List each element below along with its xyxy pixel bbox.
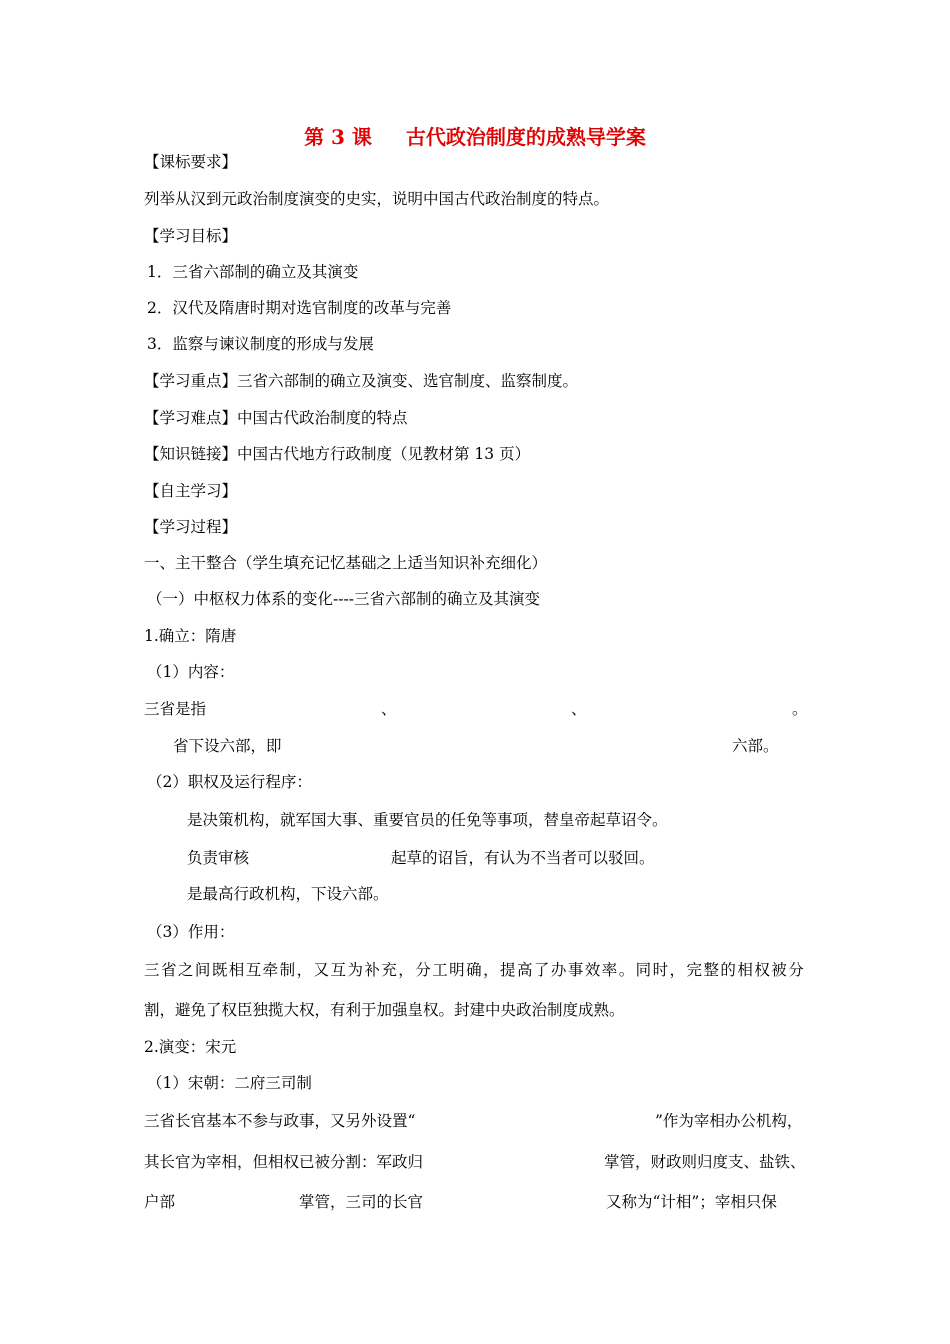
song-line-3-middle: 掌管，三司的长官 xyxy=(299,1193,424,1211)
effect-text-1: 三 省 之 间 既 相 互 牵 制 ， 又 互 为 补 充 ， 分 工 明 确 ， 提 高 了 办 事 效 率 。 同 时 ， 完 整 的 相 权 被 分 xyxy=(144,961,804,979)
subsection-1: （一）中枢权力体系的变化----三省六部制的确立及其演变 xyxy=(147,590,540,608)
six-ministries-end: 六部。 xyxy=(732,737,779,755)
content-heading: （1）内容： xyxy=(147,663,235,681)
goal-1: 1．三省六部制的确立及其演变 xyxy=(147,263,359,281)
duty-2-start: 负责审核 xyxy=(187,849,250,867)
song-dynasty: （1）宋朝：二府三司制 xyxy=(147,1074,312,1092)
six-ministries-label: 省下设六部，即 xyxy=(173,737,282,755)
three-provinces-label: 三省是指 xyxy=(144,700,207,718)
song-line-3-end: 又称为“计相”；宰相只保 xyxy=(606,1193,777,1211)
goal-3: 3．监察与谏议制度的形成与发展 xyxy=(147,335,374,353)
lesson-number: 第 3 课 xyxy=(304,125,372,149)
song-line-2-end: 掌管，财政则归度支、盐铁、 xyxy=(604,1153,806,1171)
knowledge-link: 【知识链接】中国古代地方行政制度（见教材第 13 页） xyxy=(144,445,531,463)
evolution: 2.演变：宋元 xyxy=(144,1038,237,1056)
song-line-1-start: 三省长官基本不参与政事，又另外设置“ xyxy=(144,1112,416,1130)
duty-2-end: 起草的诏旨，有认为不当者可以驳回。 xyxy=(391,849,655,867)
establishment: 1.确立：隋唐 xyxy=(144,627,237,645)
standards-text: 列举从汉到元政治制度演变的史实，说明中国古代政治制度的特点。 xyxy=(144,190,610,208)
duties-heading: （2）职权及运行程序： xyxy=(147,773,312,791)
section-1: 一、主干整合（学生填充记忆基础之上适当知识补充细化） xyxy=(144,554,548,572)
goals-header: 【学习目标】 xyxy=(144,227,238,245)
duty-1: 是决策机构，就军国大事、重要官员的任免等事项，替皇帝起草诏令。 xyxy=(187,811,668,829)
difficulty: 【学习难点】中国古代政治制度的特点 xyxy=(144,409,408,427)
effect-text-2: 割，避免了权臣独揽大权，有利于加强皇权。封建中央政治制度成熟。 xyxy=(144,1001,625,1019)
standards-header: 【课标要求】 xyxy=(144,153,238,171)
goal-2: 2．汉代及隋唐时期对选官制度的改革与完善 xyxy=(147,299,452,317)
key-points: 【学习重点】三省六部制的确立及演变、选官制度、监察制度。 xyxy=(144,372,579,390)
separator-comma: 、 xyxy=(571,700,587,718)
sentence-end: 。 xyxy=(792,700,808,718)
song-line-2-start: 其长官为宰相，但相权已被分割：军政归 xyxy=(144,1153,424,1171)
duty-3: 是最高行政机构，下设六部。 xyxy=(187,885,389,903)
separator-comma: 、 xyxy=(381,700,397,718)
process-header: 【学习过程】 xyxy=(144,518,238,536)
page-title xyxy=(0,124,950,150)
lesson-name: 古代政治制度的成熟导学案 xyxy=(405,125,646,149)
self-study-header: 【自主学习】 xyxy=(144,482,238,500)
song-line-3-start: 户部 xyxy=(144,1193,176,1211)
effect-heading: （3）作用： xyxy=(147,923,235,941)
song-line-1-end: ”作为宰相办公机构， xyxy=(655,1112,803,1130)
